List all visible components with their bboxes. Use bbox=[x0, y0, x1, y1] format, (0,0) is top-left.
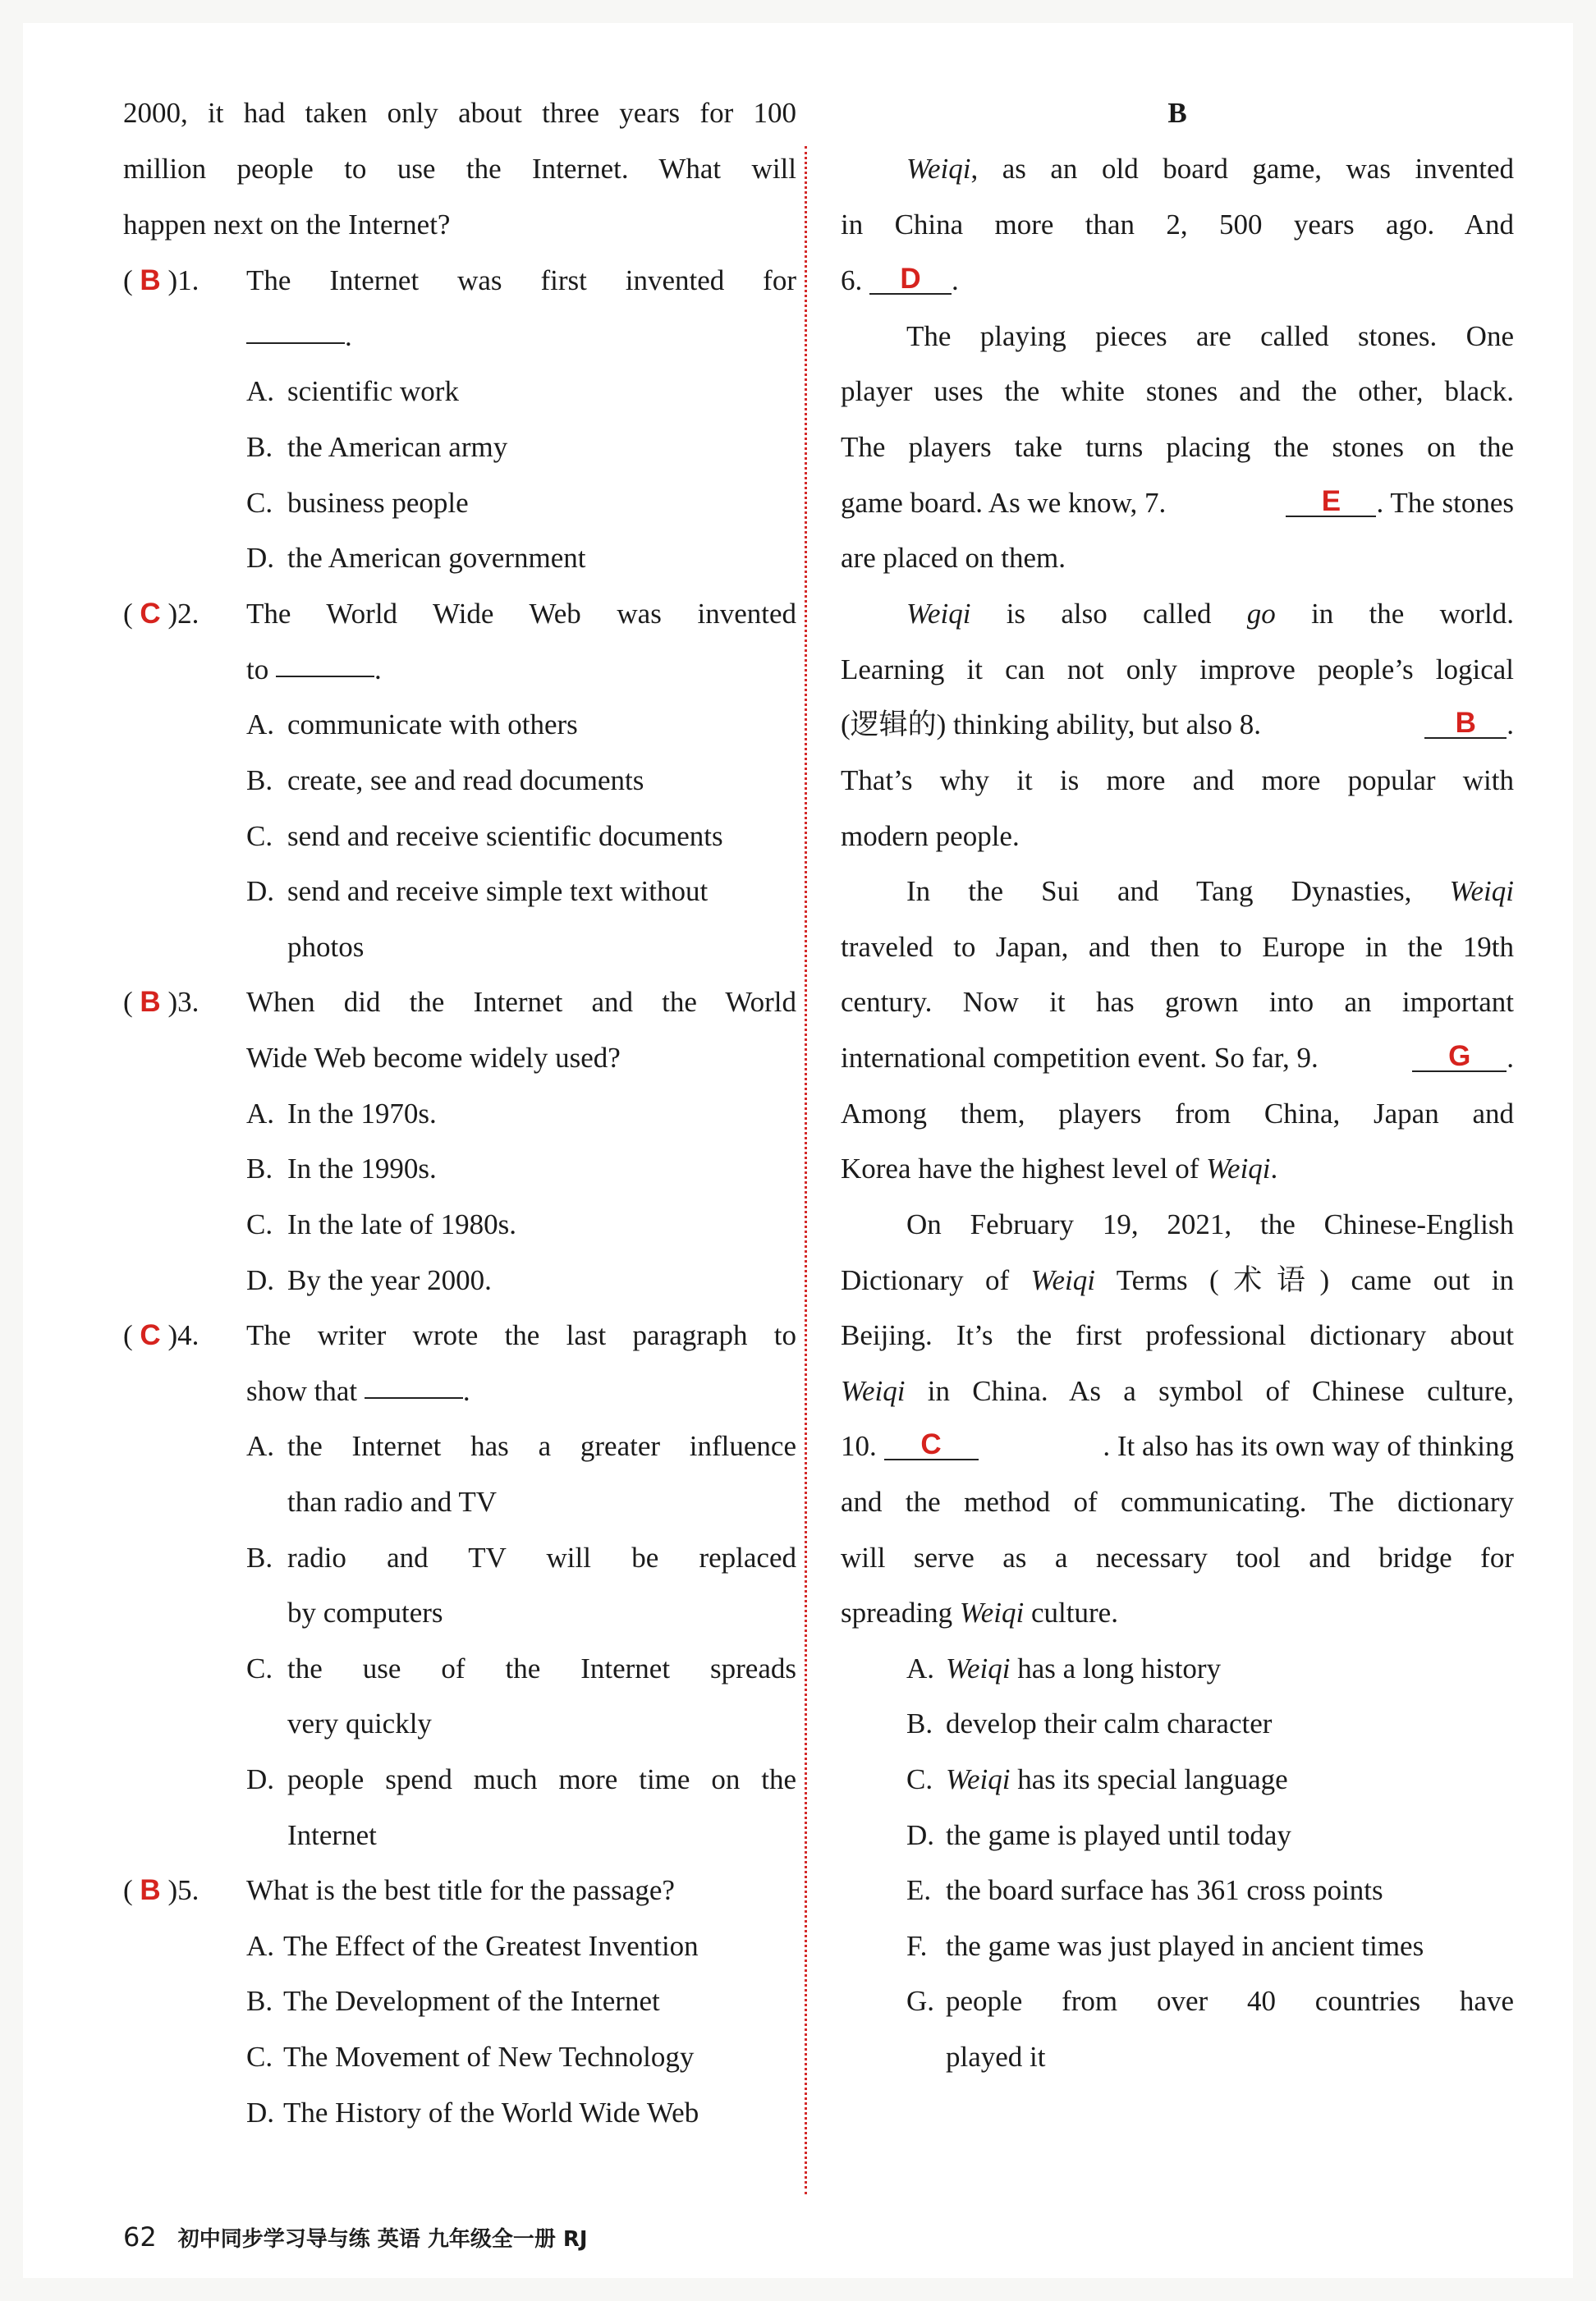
para-line: and the method of communicating. The dictionary bbox=[841, 1486, 1514, 1518]
option-text: send and receive simple text without bbox=[287, 875, 709, 907]
question-stem: The World Wide Web was invented bbox=[246, 598, 796, 630]
option bbox=[841, 1641, 1514, 1697]
question-stem-cont: show that bbox=[246, 1375, 358, 1407]
para-line: modern people. bbox=[841, 820, 1020, 852]
answer-letter: E bbox=[1321, 485, 1341, 517]
option-text: the game is played until today bbox=[946, 1819, 1291, 1851]
option-letter: A. bbox=[906, 1652, 935, 1684]
column-divider bbox=[805, 146, 807, 2194]
text: in the world. bbox=[1275, 598, 1514, 630]
option-letter: A. bbox=[246, 375, 275, 407]
blank-group bbox=[1286, 475, 1514, 531]
blank-number: 6. bbox=[841, 264, 863, 296]
option-text: the American government bbox=[287, 542, 586, 574]
option-text: send and receive scientific documents bbox=[287, 820, 723, 852]
para-line: player uses the white stones and the other, black. bbox=[841, 375, 1514, 407]
question-2 bbox=[123, 586, 796, 642]
answer-letter: B bbox=[140, 1874, 161, 1906]
option-letter: C. bbox=[246, 1208, 273, 1240]
option-text-cont: photos bbox=[287, 931, 365, 963]
option-text: business people bbox=[287, 487, 469, 519]
option-text: The Development of the Internet bbox=[283, 1985, 660, 2017]
answer-blank bbox=[1286, 484, 1376, 517]
para-line bbox=[906, 586, 1514, 642]
text: , as an old board game, was invented bbox=[970, 153, 1514, 185]
option bbox=[123, 2085, 796, 2141]
para-line: century. Now it has grown into an important bbox=[841, 986, 1514, 1018]
option-text: By the year 2000. bbox=[287, 1264, 492, 1296]
weiqi-term: Weiqi bbox=[906, 153, 971, 185]
answer-letter: D bbox=[900, 263, 921, 295]
page-number: 62 bbox=[123, 2221, 157, 2253]
option bbox=[841, 1863, 1514, 1918]
option-letter: D. bbox=[246, 875, 275, 907]
blank-group bbox=[1412, 1030, 1514, 1086]
question-stem-cont: Wide Web become widely used? bbox=[246, 1042, 621, 1074]
option-letter: F. bbox=[906, 1930, 928, 1962]
para-line bbox=[841, 1141, 1277, 1197]
question-number: 1. bbox=[177, 264, 200, 296]
answer-blank bbox=[884, 1428, 979, 1460]
answer-letter: C bbox=[920, 1428, 942, 1460]
answer-bracket: ( B )5. bbox=[123, 1874, 200, 1906]
option bbox=[123, 1752, 796, 1808]
weiqi-term: Weiqi bbox=[906, 598, 971, 630]
page bbox=[23, 23, 1573, 2278]
answer-letter: B bbox=[1455, 707, 1476, 739]
weiqi-term: Weiqi bbox=[1030, 1264, 1095, 1296]
text: . It also has its own way of thinking bbox=[1103, 1430, 1514, 1462]
question-number: 5. bbox=[177, 1874, 200, 1906]
text: Dictionary of bbox=[841, 1264, 1031, 1296]
para-line bbox=[841, 1364, 1514, 1419]
option-text: communicate with others bbox=[287, 708, 578, 740]
option-letter: C. bbox=[246, 820, 273, 852]
option-letter: D. bbox=[246, 2097, 275, 2129]
question-stem-cont: to bbox=[246, 653, 269, 685]
option-text: the game was just played in ancient times bbox=[946, 1930, 1424, 1962]
blank-group bbox=[1424, 697, 1514, 753]
option-letter: D. bbox=[246, 542, 275, 574]
option-letter: A. bbox=[246, 1430, 275, 1462]
answer-letter: B bbox=[140, 986, 161, 1018]
text: culture. bbox=[1024, 1597, 1118, 1629]
option-letter: B. bbox=[246, 1542, 273, 1574]
option-letter: D. bbox=[246, 1763, 275, 1795]
answer-bracket: ( B )1. bbox=[123, 264, 200, 296]
option-letter: D. bbox=[906, 1819, 935, 1851]
option bbox=[123, 419, 796, 475]
option bbox=[123, 1918, 796, 1974]
option bbox=[123, 697, 796, 753]
para-line: The playing pieces are called stones. One bbox=[906, 320, 1514, 352]
text: . The stones bbox=[1376, 487, 1514, 519]
para-line: Beijing. It’s the first professional dictionary about bbox=[841, 1319, 1514, 1351]
option-letter: B. bbox=[246, 764, 273, 796]
option-text: the Internet has a greater influence bbox=[287, 1430, 796, 1462]
stem-wrap: to . bbox=[246, 642, 382, 698]
blank-group bbox=[841, 1419, 979, 1474]
para-line bbox=[841, 1419, 1514, 1474]
para-line: Learning it can not only improve people’s logical bbox=[841, 653, 1514, 685]
option bbox=[123, 1973, 796, 2029]
text: game board. As we know, 7. bbox=[841, 487, 1167, 519]
option-text: radio and TV will be replaced bbox=[287, 1542, 796, 1574]
option bbox=[123, 809, 796, 864]
weiqi-term: Weiqi bbox=[1449, 875, 1514, 907]
option-text: The History of the World Wide Web bbox=[283, 2097, 699, 2129]
option bbox=[841, 1752, 1514, 1808]
option bbox=[123, 1253, 796, 1309]
option bbox=[123, 864, 796, 919]
text: In the Sui and Tang Dynasties, bbox=[906, 875, 1450, 907]
option-text: create, see and read documents bbox=[287, 764, 644, 796]
question-stem: What is the best title for the passage? bbox=[246, 1874, 675, 1906]
go-term: go bbox=[1246, 598, 1276, 630]
option-cont bbox=[123, 1808, 796, 1863]
text: spreading bbox=[841, 1597, 960, 1629]
option-letter: B. bbox=[246, 1985, 273, 2017]
para-line: in China more than 2, 500 years ago. And bbox=[841, 209, 1514, 241]
para-line bbox=[841, 697, 1514, 753]
para-line: On February 19, 2021, the Chinese-English bbox=[906, 1208, 1514, 1240]
para-line: will serve as a necessary tool and bridge for bbox=[841, 1542, 1514, 1574]
weiqi-term: Weiqi bbox=[946, 1652, 1011, 1684]
option-text: the American army bbox=[287, 431, 508, 463]
option bbox=[841, 1808, 1514, 1863]
answer-blank bbox=[869, 262, 952, 295]
option-letter: A. bbox=[246, 708, 275, 740]
option-letter: D. bbox=[246, 1264, 275, 1296]
weiqi-term: Weiqi bbox=[946, 1763, 1011, 1795]
option-text: In the late of 1980s. bbox=[287, 1208, 516, 1240]
option-letter: A. bbox=[246, 1098, 275, 1130]
option-text-cont: by computers bbox=[287, 1597, 443, 1629]
text: has a long history bbox=[1010, 1652, 1222, 1684]
intro-line: 2000, it had taken only about three years for 100 bbox=[123, 97, 796, 129]
para-line: traveled to Japan, and then to Europe in the 19th bbox=[841, 931, 1514, 963]
answer-blank bbox=[365, 1366, 463, 1399]
option bbox=[123, 475, 796, 531]
option bbox=[123, 1141, 796, 1197]
section-heading: B bbox=[1167, 97, 1187, 129]
question-5 bbox=[123, 1863, 796, 1918]
option-text-cont: very quickly bbox=[287, 1707, 432, 1740]
answer-blank bbox=[1412, 1039, 1507, 1072]
option-text: people spend much more time on the bbox=[287, 1763, 796, 1795]
text: Korea have the highest level of bbox=[841, 1153, 1207, 1185]
para-line bbox=[841, 1585, 1118, 1641]
text: in China. As a symbol of Chinese culture, bbox=[905, 1375, 1514, 1407]
option-text bbox=[946, 1752, 1288, 1808]
intro-line: million people to use the Internet. What will bbox=[123, 153, 796, 185]
answer-blank bbox=[276, 644, 374, 677]
para-line bbox=[841, 475, 1514, 531]
text: . bbox=[1507, 708, 1514, 740]
option bbox=[123, 1641, 796, 1697]
text: (逻辑的) thinking ability, but also 8. bbox=[841, 708, 1261, 740]
question-number: 3. bbox=[177, 986, 200, 1018]
text: . bbox=[1507, 1042, 1514, 1074]
option-cont bbox=[123, 1696, 796, 1752]
question-number: 4. bbox=[177, 1319, 200, 1351]
question-4 bbox=[123, 1308, 796, 1364]
text: . bbox=[952, 264, 959, 296]
option-letter: C. bbox=[246, 487, 273, 519]
option-letter: B. bbox=[246, 431, 273, 463]
option bbox=[123, 364, 796, 419]
option bbox=[841, 1918, 1514, 1974]
option-cont bbox=[123, 1474, 796, 1530]
text: international competition event. So far, 9. bbox=[841, 1042, 1319, 1074]
question-stem: The Internet was first invented for bbox=[246, 264, 796, 296]
option-text: develop their calm character bbox=[946, 1707, 1273, 1740]
text: . bbox=[1270, 1153, 1278, 1185]
option-text: The Movement of New Technology bbox=[283, 2041, 695, 2073]
text: is also called bbox=[970, 598, 1247, 630]
answer-bracket: ( C )4. bbox=[123, 1319, 200, 1351]
answer-letter: C bbox=[140, 1319, 161, 1351]
option-text: the use of the Internet spreads bbox=[287, 1652, 796, 1684]
text: Terms (术语) came out in bbox=[1094, 1264, 1514, 1296]
para-line bbox=[906, 864, 1514, 919]
book-title: 初中同步学习导与练 英语 九年级全一册 RJ bbox=[177, 2227, 588, 2252]
option-letter: C. bbox=[246, 2041, 273, 2073]
option bbox=[841, 1696, 1514, 1752]
option-text: scientific work bbox=[287, 375, 459, 407]
para-line: That’s why it is more and more popular with bbox=[841, 764, 1514, 796]
answer-blank bbox=[246, 311, 345, 344]
weiqi-term: Weiqi bbox=[841, 1375, 906, 1407]
question-stem-line bbox=[123, 1030, 796, 1086]
option bbox=[123, 530, 796, 586]
answer-bracket: ( C )2. bbox=[123, 598, 200, 630]
blank-wrap: . bbox=[246, 309, 352, 364]
option bbox=[123, 1530, 796, 1586]
option-text: In the 1970s. bbox=[287, 1098, 437, 1130]
para-line bbox=[841, 1253, 1514, 1309]
para-line: are placed on them. bbox=[841, 542, 1066, 574]
weiqi-term: Weiqi bbox=[959, 1597, 1025, 1629]
text: has its special language bbox=[1010, 1763, 1288, 1795]
option-text: In the 1990s. bbox=[287, 1153, 437, 1185]
option-text-cont: Internet bbox=[287, 1819, 377, 1851]
option-cont bbox=[841, 2029, 1514, 2085]
option-letter: G. bbox=[906, 1985, 935, 2017]
option bbox=[123, 2029, 796, 2085]
option-letter: A. bbox=[246, 1930, 275, 1962]
option bbox=[123, 1197, 796, 1253]
option-letter: C. bbox=[906, 1763, 933, 1795]
para-line bbox=[841, 253, 959, 309]
answer-bracket: ( B )3. bbox=[123, 986, 200, 1018]
blank-number: 10. bbox=[841, 1430, 877, 1462]
option bbox=[123, 1419, 796, 1474]
option-letter: B. bbox=[906, 1707, 933, 1740]
question-3 bbox=[123, 974, 796, 1030]
option-cont bbox=[123, 1585, 796, 1641]
weiqi-term: Weiqi bbox=[1206, 1153, 1271, 1185]
option-text: The Effect of the Greatest Invention bbox=[283, 1930, 699, 1962]
question-number: 2. bbox=[177, 598, 200, 630]
para-line bbox=[906, 141, 1514, 197]
answer-letter: C bbox=[140, 598, 161, 630]
answer-letter: G bbox=[1448, 1040, 1471, 1072]
option bbox=[841, 1973, 1514, 2029]
para-line: The players take turns placing the stones on the bbox=[841, 431, 1514, 463]
option bbox=[123, 753, 796, 809]
answer-blank bbox=[1424, 706, 1507, 739]
option-letter: C. bbox=[246, 1652, 273, 1684]
para-line bbox=[841, 1030, 1514, 1086]
option-text-cont: played it bbox=[946, 2041, 1046, 2073]
option-text bbox=[946, 1641, 1221, 1697]
option-text: people from over 40 countries have bbox=[946, 1985, 1514, 2017]
stem-wrap: show that . bbox=[246, 1364, 470, 1419]
option-text: the board surface has 361 cross points bbox=[946, 1874, 1383, 1906]
answer-letter: B bbox=[140, 264, 161, 296]
option-letter: B. bbox=[246, 1153, 273, 1185]
option-cont bbox=[123, 919, 796, 975]
intro-line: happen next on the Internet? bbox=[123, 209, 451, 241]
option bbox=[123, 1086, 796, 1142]
option-letter: E. bbox=[906, 1874, 932, 1906]
page-footer bbox=[123, 2216, 588, 2257]
question-stem: When did the Internet and the World bbox=[246, 986, 796, 1018]
option-text-cont: than radio and TV bbox=[287, 1486, 497, 1518]
question-1 bbox=[123, 253, 796, 309]
para-line: Among them, players from China, Japan and bbox=[841, 1098, 1514, 1130]
question-stem: The writer wrote the last paragraph to bbox=[246, 1319, 796, 1351]
